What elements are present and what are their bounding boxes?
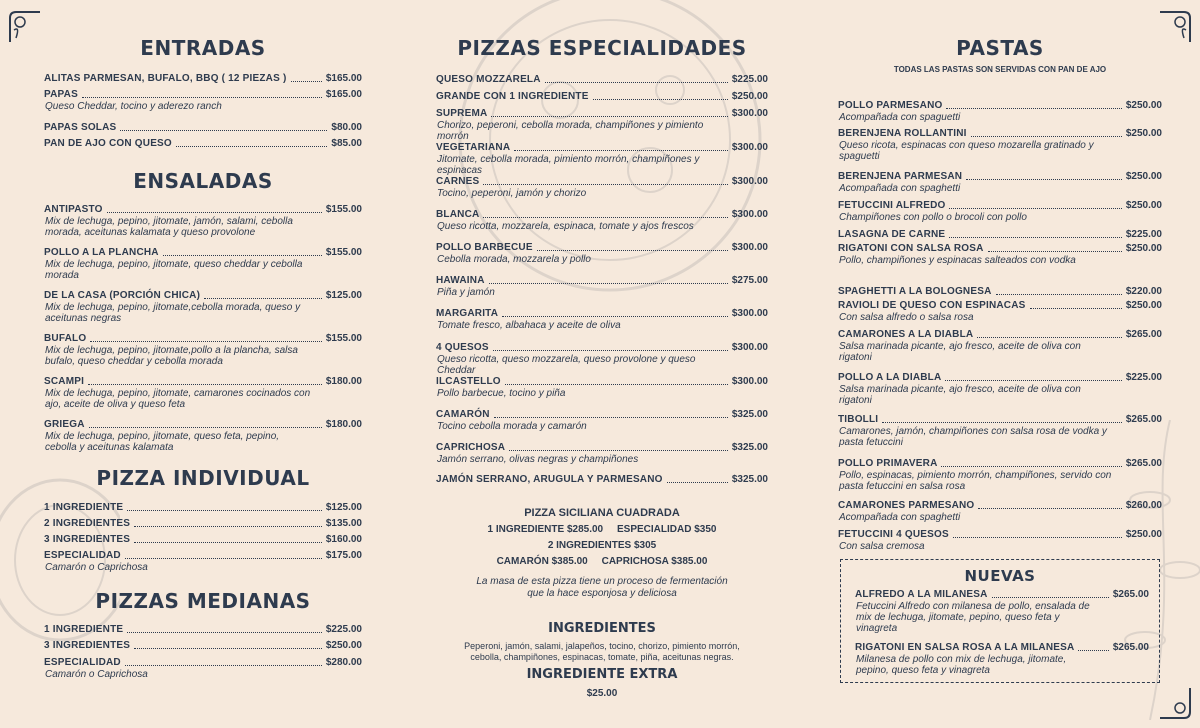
menu-item-price: $225.00 [731, 74, 768, 85]
menu-item-header [838, 242, 1162, 255]
menu-item-name: VEGETARIANA [436, 142, 511, 153]
menu-item [838, 328, 1162, 363]
menu-item [838, 99, 1162, 123]
dotted-leader [204, 297, 322, 299]
menu-item-price: $155.00 [325, 204, 362, 215]
menu-item [44, 639, 362, 652]
dotted-leader [977, 336, 1122, 338]
menu-item-header [44, 549, 362, 562]
menu-item-price: $175.00 [325, 550, 362, 561]
menu-item-header [436, 408, 768, 421]
menu-item [838, 499, 1162, 523]
menu-item [44, 375, 362, 410]
menu-item [838, 170, 1162, 194]
menu-item-header [436, 73, 768, 86]
dotted-leader [82, 96, 322, 98]
siciliana-line-2: 2 INGREDIENTES $305 [547, 540, 657, 551]
menu-item-name: RIGATONI CON SALSA ROSA [838, 243, 984, 254]
section-title-pastas: PASTAS [956, 36, 1044, 60]
menu-item-description: Mix de lechuga, pepino, jitomate, queso cheddar y cebolla morada [45, 259, 303, 281]
dotted-leader [494, 416, 728, 418]
section-title-nuevas: NUEVAS [964, 567, 1036, 585]
menu-item [44, 137, 362, 150]
dotted-leader [90, 340, 322, 342]
menu-item-price: $250.00 [1125, 171, 1162, 182]
menu-item [44, 203, 362, 238]
menu-item-name: PAPAS [44, 89, 78, 100]
menu-item-description: Camarón o Caprichosa [45, 562, 148, 573]
menu-item-header [838, 328, 1162, 341]
menu-item [436, 341, 768, 376]
menu-item-name: ALITAS PARMESAN, BUFALO, BBQ ( 12 PIEZAS ) [44, 73, 287, 84]
dotted-leader [941, 465, 1121, 467]
menu-item-name: ANTIPASTO [44, 204, 103, 215]
menu-item-description: Piña y jamón [437, 287, 495, 298]
menu-item-description: Acompañada con spaghetti [839, 183, 961, 194]
menu-item-name: POLLO A LA DIABLA [838, 372, 942, 383]
menu-item-name: 3 INGREDIENTES [44, 640, 131, 651]
menu-item-header [838, 127, 1162, 140]
menu-item [838, 228, 1162, 241]
menu-item-price: $265.00 [1112, 642, 1149, 653]
dotted-leader [483, 183, 727, 185]
menu-item [436, 241, 768, 265]
menu-item-name: CAMARÓN [436, 409, 490, 420]
dotted-leader [89, 426, 322, 428]
dotted-leader [946, 107, 1121, 109]
menu-item [44, 88, 362, 112]
menu-item-name: POLLO PARMESANO [838, 100, 943, 111]
menu-item-header [436, 208, 768, 221]
menu-item-price: $300.00 [731, 176, 768, 187]
menu-item [838, 413, 1162, 448]
section-title-pizza-individual: PIZZA INDIVIDUAL [96, 466, 310, 490]
menu-item-description: Fetuccini Alfredo con milanesa de pollo, ensalada de mix de lechuga, jitomate, pepino, queso feta y vinagreta [856, 601, 1090, 634]
dotted-leader [966, 178, 1122, 180]
menu-item-header [838, 228, 1162, 241]
dotted-leader [176, 145, 328, 147]
menu-item-price: $225.00 [325, 624, 362, 635]
menu-item-header [838, 299, 1162, 312]
menu-item-name: BUFALO [44, 333, 87, 344]
pastas-subtitle: TODAS LAS PASTAS SON SERVIDAS CON PAN DE AJO [893, 65, 1107, 74]
menu-item [436, 375, 768, 399]
menu-item [838, 199, 1162, 223]
menu-item-price: $155.00 [325, 247, 362, 258]
menu-item-name: POLLO PRIMAVERA [838, 458, 938, 469]
menu-item-price: $300.00 [731, 209, 768, 220]
menu-item-description: Mix de lechuga, pepino, jitomate,cebolla morada, queso y aceitunas negras [45, 302, 301, 324]
menu-item-description: Salsa marinada picante, ajo fresco, aceite de oliva con rigatoni [839, 341, 1081, 363]
siciliana-note-2: que la hace esponjosa y deliciosa [527, 588, 677, 599]
menu-item-header [838, 457, 1162, 470]
menu-item [838, 299, 1162, 323]
menu-item-header [44, 203, 362, 216]
corner-ornament-icon [1158, 10, 1192, 44]
menu-item-header [838, 199, 1162, 212]
menu-item-description: Cebolla morada, mozzarela y pollo [437, 254, 591, 265]
menu-item-description: Pollo barbecue, tocino y piña [437, 388, 566, 399]
dotted-leader [120, 129, 327, 131]
dotted-leader [134, 525, 322, 527]
menu-item-header [44, 121, 362, 134]
dotted-leader [545, 81, 728, 83]
menu-item-price: $250.00 [1125, 243, 1162, 254]
menu-item-name: 2 INGREDIENTES [44, 518, 131, 529]
menu-item [44, 246, 362, 281]
dotted-leader [949, 236, 1122, 238]
menu-item-header [44, 418, 362, 431]
menu-item-header [44, 501, 362, 514]
menu-item-description: Tocino cebolla morada y camarón [437, 421, 587, 432]
menu-item-header [44, 332, 362, 345]
ingredientes-line-1: Peperoni, jamón, salami, jalapeños, tocino, chorizo, pimiento morrón, [464, 641, 740, 651]
menu-item-header [436, 441, 768, 454]
menu-item-name: 1 INGREDIENTE [44, 624, 124, 635]
siciliana-line-1: 1 INGREDIENTE $285.00 ESPECIALIDAD $350 [487, 524, 717, 535]
menu-item-description: Salsa marinada picante, ajo fresco, aceite de oliva con rigatoni [839, 384, 1081, 406]
dotted-leader [953, 536, 1122, 538]
menu-item [44, 418, 362, 453]
menu-item [436, 208, 768, 232]
dotted-leader [88, 383, 322, 385]
menu-item-description: Queso ricota, espinacas con queso mozarella gratinado y spaguetti [839, 140, 1094, 162]
menu-item-name: QUESO MOZZARELA [436, 74, 541, 85]
menu-item [838, 528, 1162, 552]
menu-item-price: $250.00 [325, 640, 362, 651]
ingrediente-extra-price: $25.00 [586, 688, 618, 699]
menu-item [44, 121, 362, 134]
menu-item [436, 441, 768, 465]
menu-item-price: $165.00 [325, 73, 362, 84]
menu-item-name: 3 INGREDIENTES [44, 534, 131, 545]
menu-item-name: ALFREDO A LA MILANESA [855, 589, 988, 600]
menu-item-price: $165.00 [325, 89, 362, 100]
menu-item-name: ILCASTELLO [436, 376, 501, 387]
menu-item-header [838, 499, 1162, 512]
menu-item-header [44, 289, 362, 302]
section-title-pizzas-medianas: PIZZAS MEDIANAS [95, 589, 311, 613]
dotted-leader [949, 207, 1121, 209]
menu-item-price: $265.00 [1125, 414, 1162, 425]
menu-item [44, 501, 362, 514]
menu-item-header [436, 341, 768, 354]
menu-item-name: ESPECIALIDAD [44, 657, 121, 668]
menu-item-name: CAPRICHOSA [436, 442, 506, 453]
menu-item-price: $280.00 [325, 657, 362, 668]
dotted-leader [125, 664, 322, 666]
dotted-leader [483, 216, 727, 218]
menu-item [436, 175, 768, 199]
menu-item-name: GRANDE CON 1 INGREDIENTE [436, 91, 589, 102]
menu-item [44, 549, 362, 573]
menu-item [436, 90, 768, 103]
dotted-leader [593, 98, 728, 100]
menu-item-name: 1 INGREDIENTE [44, 502, 124, 513]
menu-item-name: PAPAS SOLAS [44, 122, 117, 133]
menu-item-header [44, 639, 362, 652]
menu-item-header [855, 588, 1149, 601]
menu-item-name: TIBOLLI [838, 414, 879, 425]
menu-item-description: Milanesa de pollo con mix de lechuga, jitomate, pepino, queso feta y vinagreta [856, 654, 1067, 676]
dotted-leader [945, 379, 1121, 381]
menu-item-price: $275.00 [731, 275, 768, 286]
dotted-leader [134, 541, 322, 543]
menu-item-name: FETUCCINI ALFREDO [838, 200, 946, 211]
dotted-leader [134, 647, 322, 649]
menu-item [44, 517, 362, 530]
section-title-pizzas-especialidades: PIZZAS ESPECIALIDADES [457, 36, 747, 60]
menu-item-price: $300.00 [731, 342, 768, 353]
menu-item-description: Con salsa cremosa [839, 541, 925, 552]
menu-item-price: $160.00 [325, 534, 362, 545]
siciliana-title: PIZZA SICILIANA CUADRADA [524, 507, 680, 519]
menu-item-price: $225.00 [1125, 229, 1162, 240]
menu-item-name: BLANCA [436, 209, 480, 220]
menu-item-name: CAMARONES PARMESANO [838, 500, 975, 511]
menu-item-name: PAN DE AJO CON QUESO [44, 138, 172, 149]
menu-item-header [436, 141, 768, 154]
menu-item [44, 656, 362, 680]
dotted-leader [988, 250, 1122, 252]
menu-item-price: $250.00 [1125, 100, 1162, 111]
menu-item-header [436, 175, 768, 188]
menu-item-description: Acompañada con spaguetti [839, 112, 961, 123]
menu-item-name: 4 QUESOS [436, 342, 489, 353]
menu-item-header [838, 99, 1162, 112]
menu-item-description: Mix de lechuga, pepino, jitomate, queso feta, pepino, cebolla y aceitunas kalamata [45, 431, 280, 453]
menu-item-header [838, 170, 1162, 183]
menu-item [855, 588, 1149, 634]
section-title-entradas: ENTRADAS [140, 36, 266, 60]
menu-item-name: RIGATONI EN SALSA ROSA A LA MILANESA [855, 642, 1075, 653]
menu-item-name: BERENJENA ROLLANTINI [838, 128, 967, 139]
dotted-leader [291, 80, 322, 82]
menu-item-description: Camarones, jamón, champiñones con salsa rosa de vodka y pasta fetuccini [839, 426, 1107, 448]
menu-item-price: $180.00 [325, 419, 362, 430]
menu-item-header [838, 371, 1162, 384]
dotted-leader [163, 254, 322, 256]
menu-item-price: $85.00 [331, 138, 362, 149]
dotted-leader [992, 596, 1109, 598]
menu-item-description: Queso ricotta, queso mozzarela, queso provolone y queso Cheddar [437, 354, 696, 376]
dotted-leader [502, 315, 728, 317]
menu-item-header [44, 88, 362, 101]
dotted-leader [127, 509, 322, 511]
menu-item-name: SPAGHETTI A LA BOLOGNESA [838, 286, 992, 297]
menu-item-name: MARGARITA [436, 308, 499, 319]
menu-item-price: $80.00 [331, 122, 362, 133]
dotted-leader [489, 282, 728, 284]
menu-item-description: Mix de lechuga, pepino, jitomate,pollo a la plancha, salsa bufalo, queso cheddar y cebolla morada [45, 345, 298, 367]
dotted-leader [996, 293, 1122, 295]
section-title-ensaladas: ENSALADAS [133, 169, 273, 193]
siciliana-note-1: La masa de esta pizza tiene un proceso de fermentación [476, 576, 728, 587]
menu-item-name: SUPREMA [436, 108, 488, 119]
menu-item-name: HAWAINA [436, 275, 485, 286]
menu-item-header [436, 90, 768, 103]
menu-item-header [44, 72, 362, 85]
menu-item [436, 73, 768, 86]
menu-item [838, 285, 1162, 298]
menu-item-price: $250.00 [1125, 300, 1162, 311]
dotted-leader [978, 507, 1121, 509]
menu-item-name: GRIEGA [44, 419, 85, 430]
menu-item-price: $260.00 [1125, 500, 1162, 511]
menu-item-header [838, 285, 1162, 298]
menu-item [44, 623, 362, 636]
menu-item-description: Mix de lechuga, pepino, jitomate, jamón, salami, cebolla morada, aceitunas kalamata y queso provolone [45, 216, 293, 238]
menu-item-header [436, 107, 768, 120]
menu-item-price: $135.00 [325, 518, 362, 529]
menu-item-name: CARNES [436, 176, 480, 187]
menu-item-description: Tocino, peperoni, jamón y chorizo [437, 188, 587, 199]
menu-item [838, 457, 1162, 492]
menu-item-price: $250.00 [1125, 529, 1162, 540]
menu-item-description: Camarón o Caprichosa [45, 669, 148, 680]
menu-item-price: $250.00 [1125, 128, 1162, 139]
menu-item-name: DE LA CASA (PORCIÓN CHICA) [44, 290, 201, 301]
menu-item-header [44, 137, 362, 150]
menu-item-name: SCAMPI [44, 376, 85, 387]
menu-item-name: LASAGNA DE CARNE [838, 229, 946, 240]
ingredientes-line-2: cebolla, champiñones, espinacas, tomate, piña, aceitunas negras. [470, 652, 734, 662]
menu-item-price: $265.00 [1125, 458, 1162, 469]
menu-item-header [436, 473, 768, 486]
menu-item-name: FETUCCINI 4 QUESOS [838, 529, 949, 540]
menu-item-header [44, 246, 362, 259]
menu-item-name: CAMARONES A LA DIABLA [838, 329, 974, 340]
menu-item [44, 332, 362, 367]
menu-item [436, 307, 768, 331]
menu-item-header [436, 375, 768, 388]
menu-item [44, 72, 362, 85]
menu-item [436, 274, 768, 298]
menu-item [855, 641, 1149, 676]
dotted-leader [667, 481, 728, 483]
dotted-leader [107, 211, 322, 213]
menu-item-description: Mix de lechuga, pepino, jitomate, camarones cocinados con ajo, aceite de oliva y queso feta [45, 388, 311, 410]
menu-item-price: $125.00 [325, 502, 362, 513]
menu-item-price: $225.00 [1125, 372, 1162, 383]
menu-item-price: $300.00 [731, 108, 768, 119]
menu-item-name: POLLO BARBECUE [436, 242, 533, 253]
menu-item [838, 242, 1162, 266]
dotted-leader [125, 557, 322, 559]
menu-item-header [436, 307, 768, 320]
dotted-leader [1078, 649, 1108, 651]
menu-item-description: Chorizo, peperoni, cebolla morada, champiñones y pimiento morrón [437, 120, 704, 142]
menu-item-description: Jitomate, cebolla morada, pimiento morrón, champiñones y espinacas [437, 154, 700, 176]
menu-item-price: $325.00 [731, 409, 768, 420]
menu-item-price: $300.00 [731, 142, 768, 153]
menu-item-price: $300.00 [731, 242, 768, 253]
dotted-leader [537, 249, 728, 251]
menu-item-header [44, 623, 362, 636]
dotted-leader [971, 135, 1122, 137]
corner-ornament-icon [1158, 686, 1192, 720]
menu-item-description: Tomate fresco, albahaca y aceite de oliva [437, 320, 621, 331]
dotted-leader [1030, 307, 1122, 309]
nuevas-box [840, 559, 1160, 683]
menu-item-price: $265.00 [1125, 329, 1162, 340]
menu-item-price: $155.00 [325, 333, 362, 344]
menu-item-header [436, 241, 768, 254]
menu-item-header [855, 641, 1149, 654]
menu-item-header [44, 517, 362, 530]
menu-item-description: Jamón serrano, olivas negras y champiñones [437, 454, 639, 465]
menu-item-description: Acompañada con spaghetti [839, 512, 961, 523]
menu-item-header [838, 528, 1162, 541]
menu-item-name: ESPECIALIDAD [44, 550, 121, 561]
menu-item-price: $250.00 [731, 91, 768, 102]
menu-item-price: $180.00 [325, 376, 362, 387]
menu-item [838, 127, 1162, 162]
menu-item-price: $125.00 [325, 290, 362, 301]
dotted-leader [493, 349, 728, 351]
dotted-leader [127, 631, 322, 633]
menu-item-price: $250.00 [1125, 200, 1162, 211]
menu-item [436, 107, 768, 142]
menu-item-description: Con salsa alfredo o salsa rosa [839, 312, 974, 323]
corner-ornament-icon [8, 10, 42, 44]
menu-item-name: BERENJENA PARMESAN [838, 171, 963, 182]
dotted-leader [509, 449, 728, 451]
menu-item-price: $325.00 [731, 442, 768, 453]
menu-item-price: $300.00 [731, 308, 768, 319]
menu-item-name: JAMÓN SERRANO, ARUGULA Y PARMESANO [436, 474, 663, 485]
menu-item-name: RAVIOLI DE QUESO CON ESPINACAS [838, 300, 1026, 311]
menu-item-header [838, 413, 1162, 426]
menu-item-header [436, 274, 768, 287]
menu-item-description: Queso ricotta, mozzarela, espinaca, tomate y ajos frescos [437, 221, 694, 232]
menu-item-price: $325.00 [731, 474, 768, 485]
dotted-leader [491, 115, 727, 117]
menu-item-header [44, 375, 362, 388]
ingrediente-extra-title: INGREDIENTE EXTRA [526, 667, 678, 682]
menu-item-price: $220.00 [1125, 286, 1162, 297]
menu-item [44, 533, 362, 546]
dotted-leader [882, 421, 1122, 423]
menu-item-name: POLLO A LA PLANCHA [44, 247, 159, 258]
ingredientes-title: INGREDIENTES [548, 621, 656, 636]
menu-item-description: Pollo, champiñones y espinacas salteados con vodka [839, 255, 1076, 266]
menu-item [436, 408, 768, 432]
dotted-leader [505, 383, 728, 385]
siciliana-line-3: CAMARÓN $385.00 CAPRICHOSA $385.00 [496, 556, 708, 567]
menu-item-price: $300.00 [731, 376, 768, 387]
menu-item-description: Champiñones con pollo o brocoli con pollo [839, 212, 1027, 223]
menu-item-description: Pollo, espinacas, pimiento morrón, champiñones, servido con pasta fetuccini en salsa rosa [839, 470, 1112, 492]
menu-item [436, 473, 768, 486]
menu-item [44, 289, 362, 324]
menu-item [838, 371, 1162, 406]
menu-item [436, 141, 768, 176]
menu-item-description: Queso Cheddar, tocino y aderezo ranch [45, 101, 222, 112]
dotted-leader [514, 149, 728, 151]
menu-item-price: $265.00 [1112, 589, 1149, 600]
menu-item-header [44, 533, 362, 546]
menu-item-header [44, 656, 362, 669]
